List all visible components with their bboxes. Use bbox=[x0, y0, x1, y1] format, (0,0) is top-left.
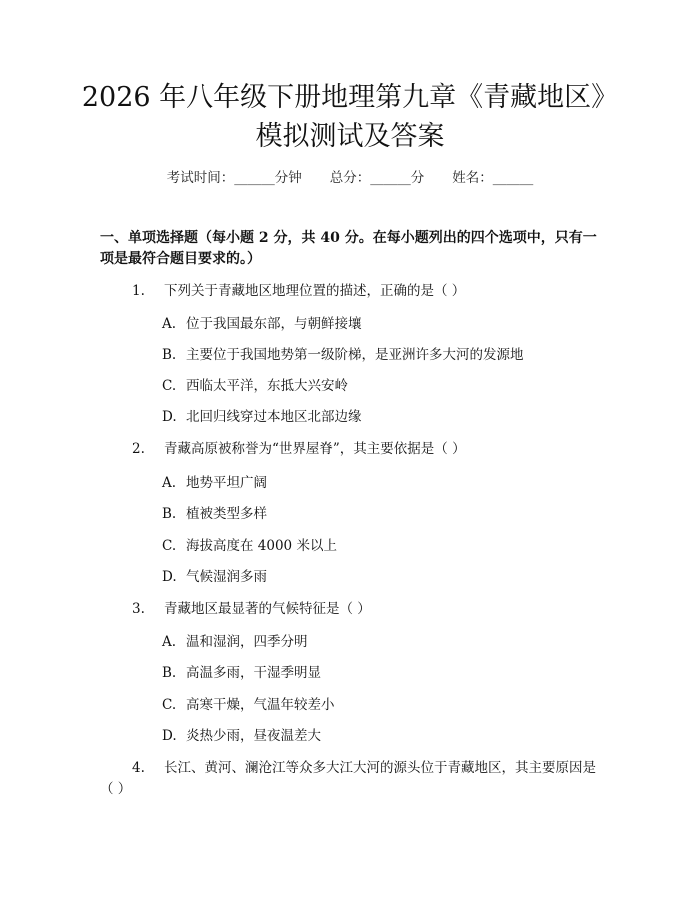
option-letter: B. bbox=[162, 347, 177, 363]
question-text: 下列关于青藏地区地理位置的描述，正确的是（ ） bbox=[164, 283, 466, 299]
option-letter: B. bbox=[162, 506, 177, 522]
option-text: 海拔高度在 4000 米以上 bbox=[186, 538, 337, 554]
option-text: 植被类型多样 bbox=[186, 506, 267, 522]
option-text: 高温多雨，干湿季明显 bbox=[186, 665, 321, 681]
question-4 bbox=[100, 758, 608, 800]
exam-info bbox=[0, 166, 700, 186]
option-1a bbox=[162, 314, 362, 334]
exam-score: 总分：______分 bbox=[329, 170, 425, 186]
question-text: 青藏地区最显著的气候特征是（ ） bbox=[164, 601, 371, 617]
option-text: 西临太平洋，东抵大兴安岭 bbox=[186, 378, 348, 394]
option-text: 主要位于我国地势第一级阶梯，是亚洲许多大河的发源地 bbox=[186, 347, 524, 363]
option-letter: D. bbox=[162, 569, 177, 585]
option-3c bbox=[162, 695, 335, 715]
question-number: 3. bbox=[132, 601, 145, 617]
question-3 bbox=[100, 599, 605, 620]
question-1 bbox=[100, 281, 605, 302]
exam-time: 考试时间：______分钟 bbox=[166, 170, 302, 186]
option-2b bbox=[162, 504, 267, 524]
question-number: 1. bbox=[132, 283, 145, 299]
option-2a bbox=[162, 473, 267, 493]
option-3a bbox=[162, 632, 308, 652]
option-text: 高寒干燥，气温年较差小 bbox=[186, 697, 335, 713]
option-2d bbox=[162, 567, 267, 587]
section-heading: 一、单项选择题（每小题 2 分，共 40 分。在每小题列出的四个选项中，只有一项是最符合题目要求的。） bbox=[100, 230, 597, 267]
exam-name: 姓名：______ bbox=[452, 170, 534, 186]
option-1c bbox=[162, 376, 348, 396]
question-text: 长江、黄河、澜沧江等众多大江大河的源头位于青藏地区，其主要原因是（ ） bbox=[100, 760, 596, 797]
option-text: 气候湿润多雨 bbox=[186, 569, 267, 585]
document-title-line2: 模拟测试及答案 bbox=[255, 121, 445, 152]
option-1b bbox=[162, 345, 524, 365]
option-letter: D. bbox=[162, 409, 177, 425]
option-letter: C. bbox=[162, 697, 177, 713]
option-2c bbox=[162, 536, 337, 556]
option-letter: A. bbox=[162, 634, 177, 650]
question-number: 2. bbox=[132, 441, 145, 457]
document-title-line1: 2026 年八年级下册地理第九章《青藏地区》 bbox=[81, 82, 619, 113]
option-letter: A. bbox=[162, 475, 177, 491]
option-3d bbox=[162, 726, 321, 746]
question-number: 4. bbox=[132, 760, 145, 776]
option-1d bbox=[162, 407, 362, 427]
question-text: 青藏高原被称誉为“世界屋脊”，其主要依据是（ ） bbox=[164, 441, 466, 457]
option-text: 温和湿润，四季分明 bbox=[186, 634, 308, 650]
option-letter: B. bbox=[162, 665, 177, 681]
option-text: 位于我国最东部，与朝鲜接壤 bbox=[186, 316, 362, 332]
option-text: 北回归线穿过本地区北部边缘 bbox=[186, 409, 362, 425]
option-letter: C. bbox=[162, 538, 177, 554]
option-letter: A. bbox=[162, 316, 177, 332]
question-2 bbox=[100, 439, 605, 460]
option-text: 炎热少雨，昼夜温差大 bbox=[186, 728, 321, 744]
option-3b bbox=[162, 663, 321, 683]
option-letter: D. bbox=[162, 728, 177, 744]
option-text: 地势平坦广阔 bbox=[186, 475, 267, 491]
option-letter: C. bbox=[162, 378, 177, 394]
